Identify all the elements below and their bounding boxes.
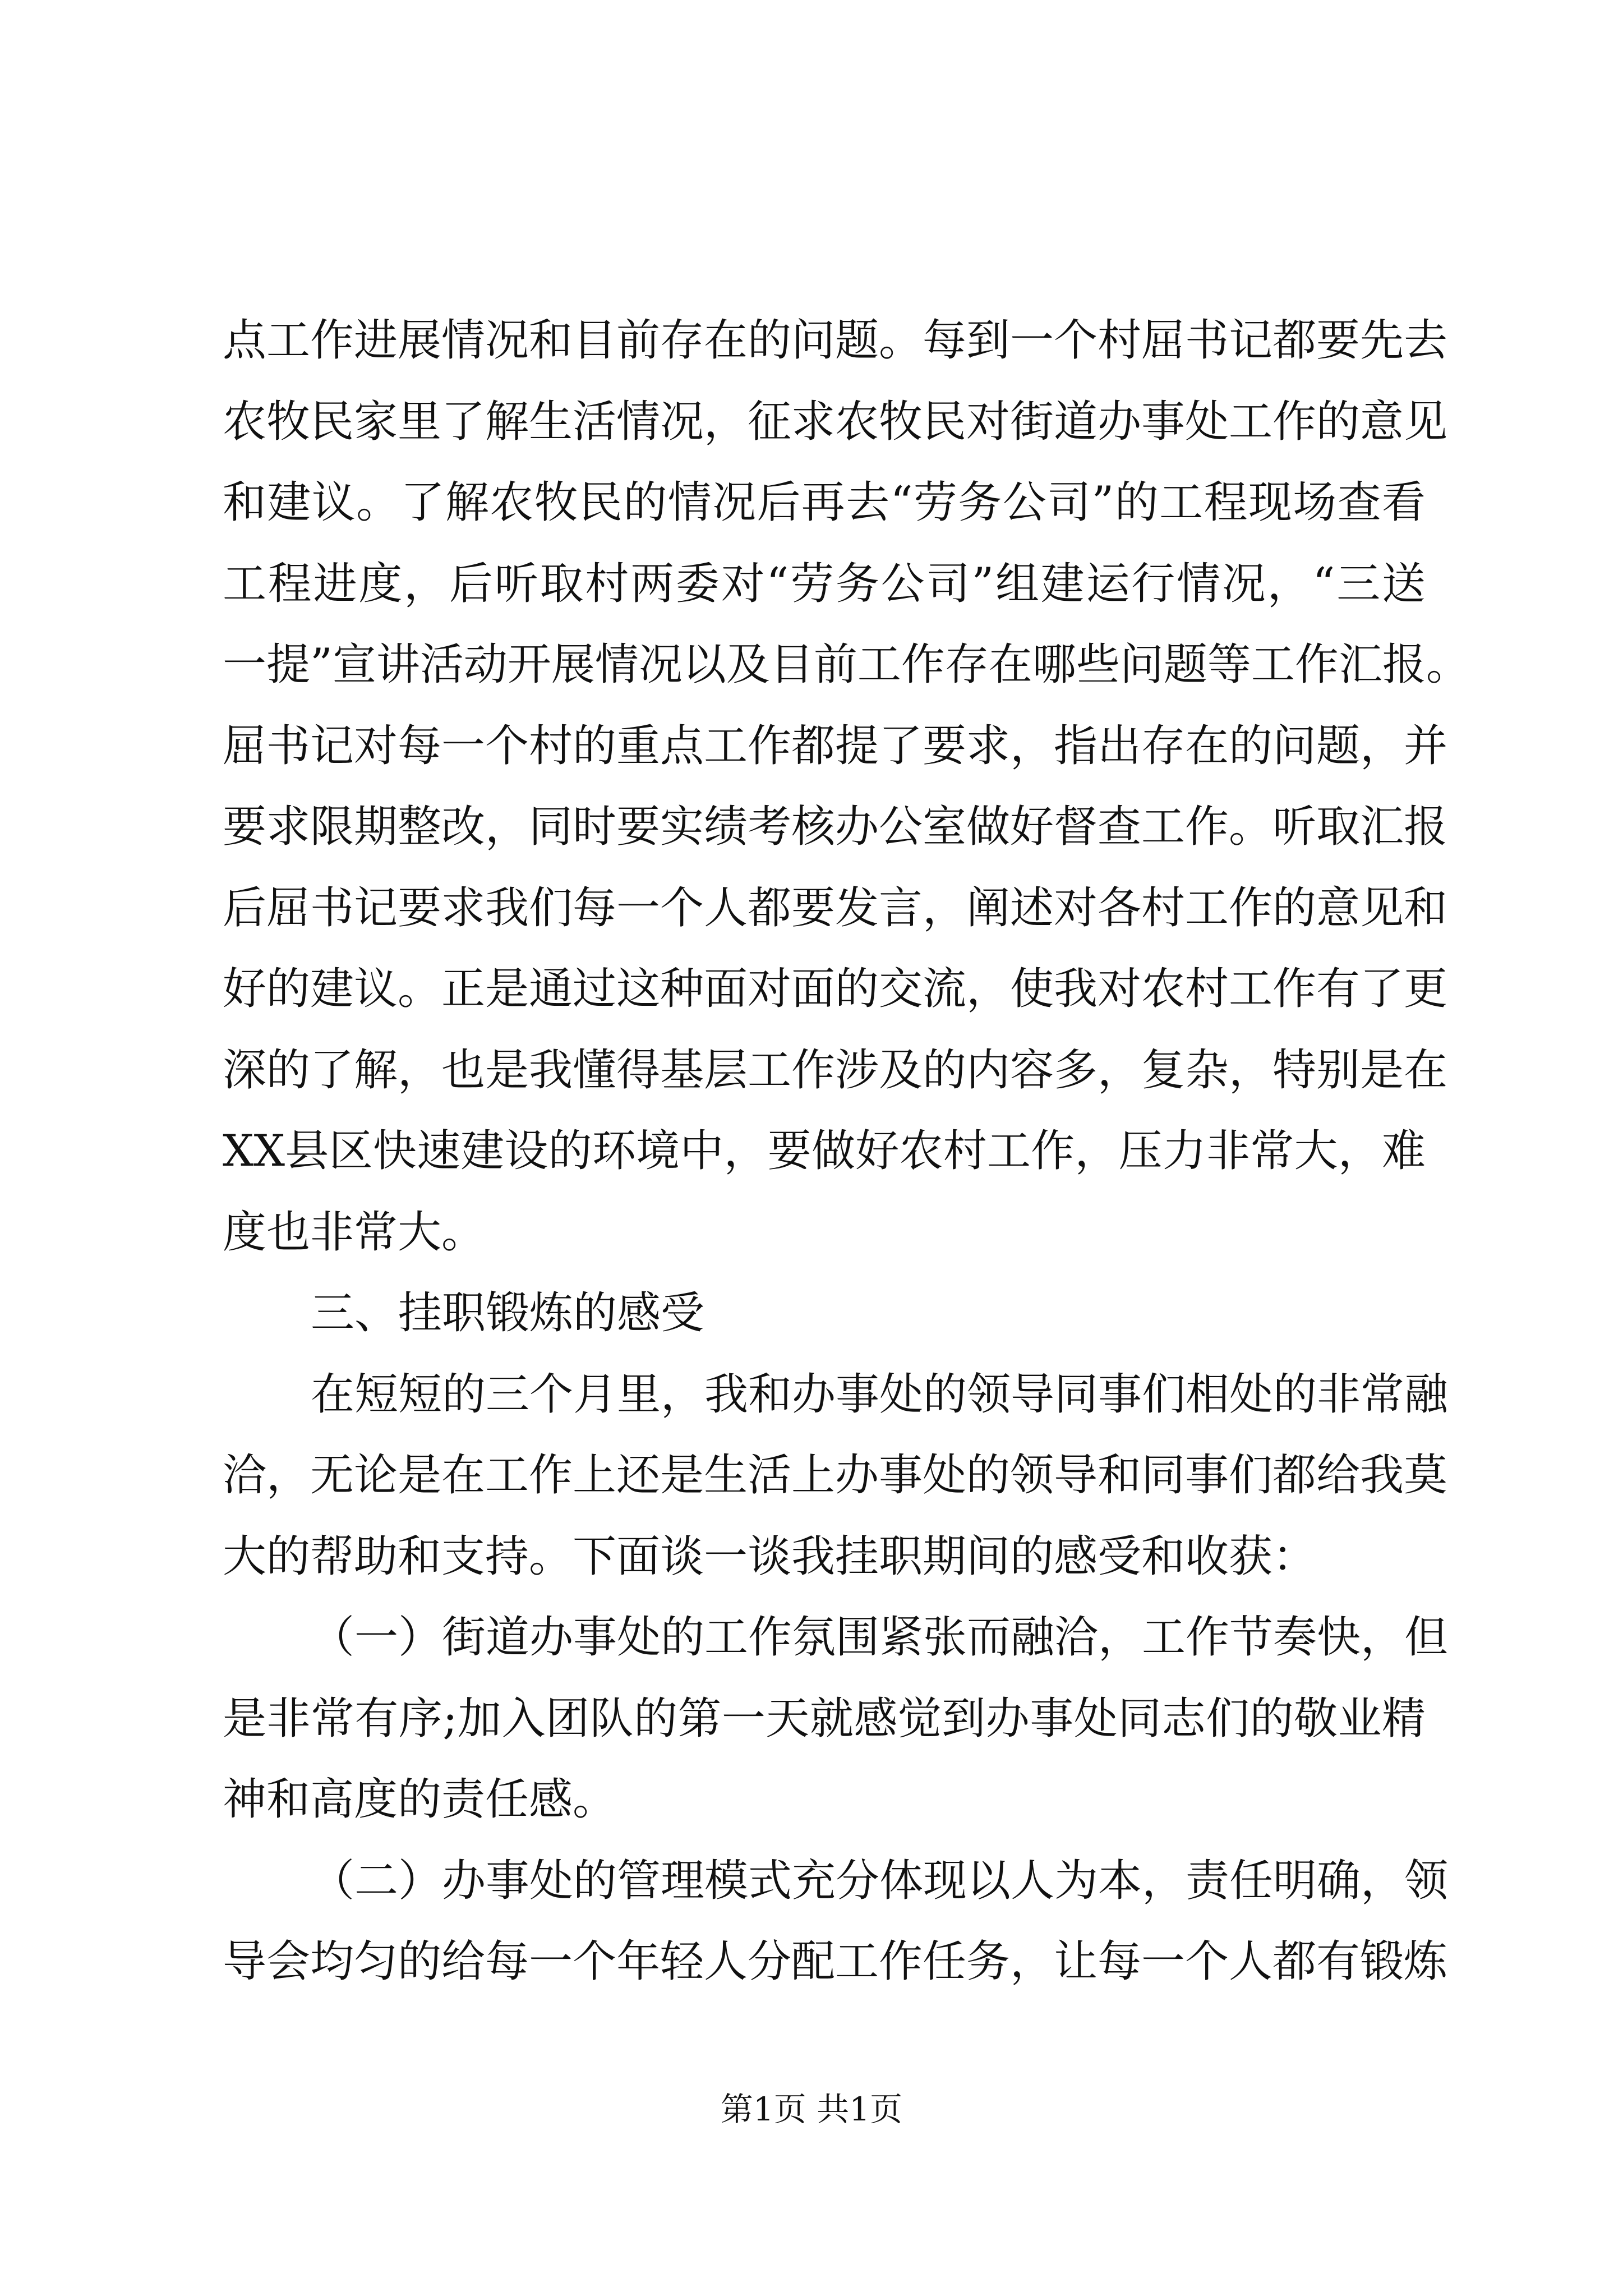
text-line: 深的了解，也是我懂得基层工作涉及的内容多，复杂，特别是在	[223, 1045, 1448, 1096]
text-line: 农牧民家里了解生活情况，征求农牧民对街道办事处工作的意见	[223, 396, 1448, 447]
text-line: 大的帮助和支持。下面谈一谈我挂职期间的感受和收获：	[223, 1531, 1317, 1582]
text-line: 导会均匀的给每一个年轻人分配工作任务，让每一个人都有锻炼	[223, 1936, 1448, 1987]
text-line: （二）办事处的管理模式充分体现以人为本，责任明确，领	[311, 1855, 1449, 1906]
text-line: 在短短的三个月里，我和办事处的领导同事们相处的非常融	[311, 1369, 1449, 1420]
text-line: 神和高度的责任感。	[223, 1774, 617, 1825]
text-line: 好的建议。正是通过这种面对面的交流，使我对农村工作有了更	[223, 964, 1448, 1014]
text-line: 度也非常大。	[223, 1207, 486, 1258]
text-line: 工程进度，后听取村两委对“劳务公司”组建运行情况，“三送	[223, 558, 1426, 609]
text-line: （一）街道办事处的工作氛围紧张而融洽，工作节奏快，但	[311, 1612, 1449, 1663]
text-line: 是非常有序;加入团队的第一天就感觉到办事处同志们的敬业精	[223, 1693, 1426, 1744]
text-line: 点工作进展情况和目前存在的问题。每到一个村屈书记都要先去	[223, 315, 1448, 366]
body-text	[223, 300, 1470, 2003]
section-heading: 三、挂职锻炼的感受	[311, 1288, 705, 1338]
text-line: 洽，无论是在工作上还是生活上办事处的领导和同事们都给我莫	[223, 1450, 1448, 1501]
text-line: 一提”宣讲活动开展情况以及目前工作存在哪些问题等工作汇报。	[223, 639, 1470, 690]
text-line: XX县区快速建设的环境中，要做好农村工作，压力非常大，难	[223, 1126, 1426, 1176]
text-line: 要求限期整改，同时要实绩考核办公室做好督查工作。听取汇报	[223, 802, 1448, 852]
text-line: 和建议。了解农牧民的情况后再去“劳务公司”的工程现场查看	[223, 477, 1426, 528]
text-line: 后屈书记要求我们每一个人都要发言，阐述对各村工作的意见和	[223, 882, 1448, 933]
page-footer: 第1页 共1页	[720, 2090, 903, 2128]
text-line: 屈书记对每一个村的重点工作都提了要求，指出存在的问题，并	[223, 720, 1448, 771]
